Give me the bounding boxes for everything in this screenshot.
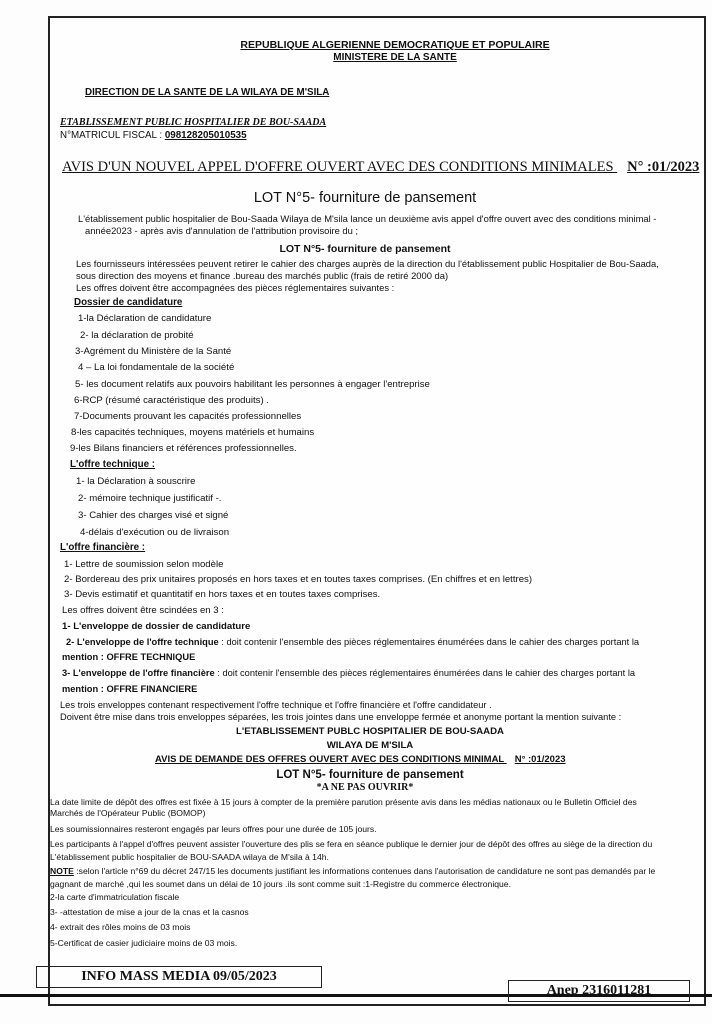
dossier-item: 5- les document relatifs aux pouvoirs habilitant les personnes à engager l'entreprise xyxy=(75,379,430,390)
dossier-item: 7-Documents prouvant les capacités professionnelles xyxy=(74,411,302,422)
envelope-2-desc: : doit contenir l'ensemble des pièces réglementaires énumérées dans le cahier des charges portant la xyxy=(221,637,640,647)
note-text: :selon l'article n°69 du décret 247/15 les documents justifiant les informations contenues dans l'autorisation de candidature ne sont pas demandés par le xyxy=(76,866,656,876)
final-line-9: 3- -attestation de mise a jour de la cnas et la casnos xyxy=(50,907,249,917)
envelope-2-title: 2- L'enveloppe de l'offre technique xyxy=(66,637,219,647)
final-line-8: 2-la carte d'immatriculation fiscale xyxy=(50,892,180,902)
fiscal-label: N°MATRICUL FISCAL : xyxy=(60,130,163,141)
closing-establishment: L'ETABLISSEMENT PUBLC HOSPITALIER DE BOU-SAADA xyxy=(236,726,504,737)
establishment-heading: ETABLISSEMENT PUBLIC HOSPITALIER DE BOU-SAADA xyxy=(60,117,327,128)
direction-heading: DIRECTION DE LA SANTE DE LA WILAYA DE M'SILA xyxy=(85,87,330,98)
dossier-item: 4 – La loi fondamentale de la société xyxy=(78,362,235,373)
dossier-item: 8-les capacités techniques, moyens matériels et humains xyxy=(71,427,315,438)
envelope-2-mention-label: mention : xyxy=(62,652,104,662)
lot-subheading: LOT N°5- fourniture de pansement xyxy=(279,243,451,255)
final-line-1: La date limite de dépôt des offres est fixée à 15 jours à compter de la première parution présente avis dans les médias nationaux ou le Bulletin Officiel des xyxy=(50,797,637,807)
intro-line-2: année2023 - après avis d'annulation de l'attribution provisoire du ; xyxy=(85,225,359,236)
financiere-heading: L'offre financière : xyxy=(60,542,146,553)
para-1: Les fournisseurs intéressées peuvent retirer le cahier des charges auprès de la direction du l'établissement public Hospitalier de Bou-Saada, xyxy=(76,258,659,269)
media-box: INFO MASS MEDIA 09/05/2023 xyxy=(36,966,322,988)
technique-item: 4-délais d'exécution ou de livraison xyxy=(80,527,230,538)
final-line-5: L'établissement public hospitalier de BOU-SAADA wilaya de M'sila à 14h. xyxy=(50,852,329,862)
lot-heading: LOT N°5- fourniture de pansement xyxy=(253,190,477,206)
envelopes-line-2: Doivent être mise dans trois enveloppes séparées, les trois jointes dans une enveloppe fermée et anonyme portant la mention suivante : xyxy=(60,712,622,722)
closing-avis-number: N° :01/2023 xyxy=(514,754,566,765)
notice-title xyxy=(62,159,699,176)
envelope-3-mention xyxy=(62,683,197,695)
closing-avis-text: AVIS DE DEMANDE DES OFFRES OUVERT AVEC DES CONDITIONS MINIMAL xyxy=(155,754,505,765)
fiscal-value: 098128205010535 xyxy=(164,130,247,141)
final-line-3: Les soumissionnaires resteront engagés par leurs offres pour une durée de 105 jours. xyxy=(50,824,377,834)
dossier-item: 6-RCP (résumé caractéristique des produits) . xyxy=(74,395,269,406)
intro-line-1: L'établissement public hospitalier de Bou-Saada Wilaya de M'sila lance un deuxième avis appel d'offre ouvert avec des conditions minimal - xyxy=(78,213,657,224)
ministry-heading: MINISTERE DE LA SANTE xyxy=(333,52,457,63)
envelope-3-desc: : doit contenir l'ensemble des pièces réglementaires énumérées dans le cahier des charges portant la xyxy=(217,668,636,678)
dossier-item: 3-Agrément du Ministère de la Santé xyxy=(75,346,232,357)
anep-box: Anep 2316011281 xyxy=(508,980,690,1002)
final-note xyxy=(50,866,655,877)
notice-number: N° :01/2023 xyxy=(627,159,700,175)
notice-title-text: AVIS D'UN NOUVEL APPEL D'OFFRE OUVERT AVEC DES CONDITIONS MINIMALES xyxy=(62,159,614,175)
republic-heading: REPUBLIQUE ALGERIENNE DEMOCRATIQUE ET POPULAIRE xyxy=(240,39,550,51)
dossier-item: 2- la déclaration de probité xyxy=(80,330,194,341)
technique-item: 2- mémoire technique justificatif -. xyxy=(78,493,222,504)
dossier-heading: Dossier de candidature xyxy=(74,297,183,308)
final-line-2: Marchés de l'Opérateur Public (BOMOP) xyxy=(50,808,206,818)
dossier-item: 1-la Déclaration de candidature xyxy=(78,313,212,324)
envelope-3-title: 3- L'enveloppe de l'offre financière xyxy=(62,668,215,678)
final-line-11: 5-Certificat de casier judiciaire moins de 03 mois. xyxy=(50,938,238,948)
closing-wilaya: WILAYA DE M'SILA xyxy=(326,740,414,751)
fiscal-number xyxy=(60,130,247,142)
final-line-7: gagnant de marché ,qui les soumet dans un délai de 10 jours .ils sont comme suit :1-Registre du commerce électronique. xyxy=(50,879,511,889)
financiere-item: 3- Devis estimatif et quantitatif en hors taxes et en toutes taxes comprises. xyxy=(64,589,381,600)
technique-item: 1- la Déclaration à souscrire xyxy=(76,476,196,487)
note-label: NOTE xyxy=(50,866,74,876)
envelope-3-mention-value: OFFRE FINANCIERE xyxy=(106,684,198,694)
closing-warning: *A NE PAS OUVRIR* xyxy=(316,782,414,793)
envelope-3 xyxy=(62,667,635,679)
envelope-3-mention-label: mention : xyxy=(62,684,104,694)
envelope-2-mention-value: OFFRE TECHNIQUE xyxy=(106,652,196,662)
technique-heading: L'offre technique : xyxy=(70,459,156,470)
envelopes-intro: Les offres doivent être scindées en 3 : xyxy=(62,605,224,616)
final-line-4: Les participants à l'appel d'offres peuvent assister l'ouverture des plis se fera en séance publique le dernier jour de dépôt des offres au siège de la direction du xyxy=(50,839,653,849)
envelope-2-mention xyxy=(62,651,195,663)
financiere-item: 2- Bordereau des prix unitaires proposés en hors taxes et en toutes taxes comprises. (En chiffres et en lettres) xyxy=(64,574,533,585)
envelope-2 xyxy=(66,636,639,648)
technique-item: 3- Cahier des charges visé et signé xyxy=(78,510,229,521)
closing-lot: LOT N°5- fourniture de pansement xyxy=(276,769,464,781)
envelopes-line-1: Les trois enveloppes contenant respectivement l'offre technique et l'offre financière et l'offre candidateur . xyxy=(60,700,492,710)
financiere-item: 1- Lettre de soumission selon modèle xyxy=(64,559,224,570)
final-line-10: 4- extrait des rôles moins de 03 mois xyxy=(50,922,191,932)
para-3: Les offres doivent être accompagnées des pièces réglementaires suivantes : xyxy=(76,282,395,293)
envelope-1: 1- L'enveloppe de dossier de candidature xyxy=(62,621,251,632)
closing-avis xyxy=(155,754,566,766)
para-2: sous direction des moyens et finance .bureau des marchés public (frais de retiré 2000 da) xyxy=(76,270,449,281)
dossier-item: 9-les Bilans financiers et références professionnelles. xyxy=(70,443,297,454)
